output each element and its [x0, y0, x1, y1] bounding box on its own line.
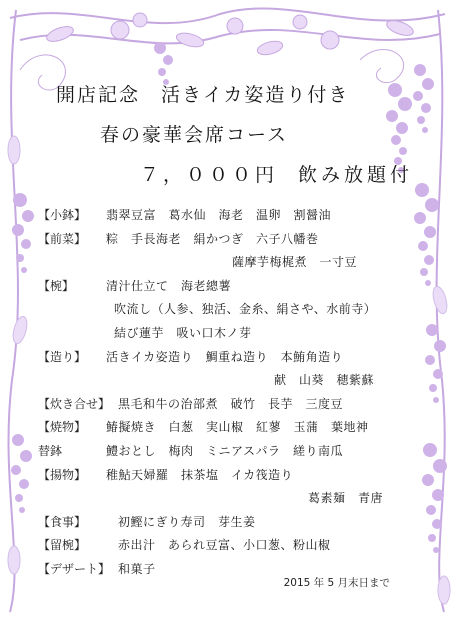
menu-items: 粽 手長海老 絹かつぎ 六子八幡巻 [106, 231, 319, 246]
menu-items: 翡翠豆富 葛水仙 海老 温卵 割醤油 [106, 208, 332, 222]
menu-items: 初鰹にぎり寿司 芽生姜 [118, 514, 256, 529]
menu-items: 黒毛和牛の治部煮 破竹 長芋 三度豆 [118, 396, 344, 411]
menu-category: 【留椀】 [38, 538, 87, 553]
menu-items: 葛素麺 青唐 [308, 491, 384, 506]
menu-row [38, 464, 418, 488]
menu-items: 清汁仕立て 海老總薯 [106, 278, 232, 293]
menu-items: 薩摩芋梅梶煮 一寸豆 [232, 255, 358, 270]
menu-category: 【揚物】 [38, 467, 87, 482]
menu-row [38, 322, 418, 346]
flower [293, 15, 307, 29]
left-vine [9, 10, 18, 612]
leaf [438, 576, 450, 604]
menu-row [38, 511, 418, 535]
headline-course: 春の豪華会席コース [100, 124, 289, 146]
menu-items: 結び蓮芋 吸い口木ノ芽 [114, 325, 252, 340]
menu-row [38, 440, 418, 464]
leaf [45, 24, 75, 45]
price: ７，０００円 [140, 164, 279, 186]
leaf [256, 39, 284, 57]
leaf [11, 315, 30, 345]
top-vine [10, 8, 445, 23]
menu-category: 【前菜】 [38, 231, 87, 246]
leaf [8, 136, 20, 164]
leaf [431, 285, 450, 315]
menu-items: 和菓子 [118, 561, 156, 576]
menu-items: 鰆擬焼き 白葱 実山椒 紅蓼 玉蒲 葉地神 [106, 420, 369, 435]
tendril-top-right [360, 50, 404, 83]
headline-price-line [140, 160, 413, 187]
valid-until-note: 2015 年 5 月末日まで [283, 577, 390, 589]
menu-category: 【炊き合せ】 [38, 396, 111, 411]
flower [133, 13, 147, 27]
drinks-included: 飲み放題付 [298, 164, 414, 186]
menu-category: 【造り】 [38, 349, 87, 364]
menu-row [38, 204, 418, 228]
flower [321, 31, 339, 49]
menu-category: 【焼物】 [38, 420, 87, 435]
menu-row [38, 393, 418, 417]
menu-row [38, 346, 418, 370]
menu-row [38, 416, 418, 440]
menu-items: 吹流し（人参、独活、金糸、絹さや、水前寺） [114, 302, 377, 317]
menu-category: 【椀】 [38, 278, 75, 293]
menu-row [38, 534, 418, 558]
menu-row [38, 369, 418, 393]
menu-items: 赤出汁 あられ豆富、小口葱、粉山椒 [118, 538, 331, 553]
leaf [175, 31, 205, 50]
menu-items: 献 山葵 穂紫蘇 [274, 373, 375, 388]
leaf [8, 546, 20, 574]
menu-row [38, 275, 418, 299]
menu-category: 替鉢 [38, 443, 63, 458]
menu-items: 鱧おとし 梅肉 ミニアスパラ 縒り南瓜 [106, 443, 344, 458]
wisteria-cluster-left-2 [11, 434, 32, 513]
menu-row [38, 228, 418, 252]
menu-row [38, 251, 418, 275]
flower [111, 21, 129, 39]
menu-items: 活きイカ姿造り 鯛重ね造り 本鮪角造り [106, 349, 344, 364]
wisteria-cluster-right-2 [413, 64, 434, 133]
wisteria-cluster-top [154, 42, 173, 85]
menu-row [38, 487, 418, 511]
menu-list [38, 204, 418, 582]
menu-category: 【食事】 [38, 514, 87, 529]
flower [227, 18, 243, 34]
menu-category: 【小鉢】 [38, 208, 87, 222]
menu-items: 稚鮎天婦羅 抹茶塩 イカ筏造り [106, 467, 294, 482]
menu-row [38, 298, 418, 322]
menu-category: 【デザート】 [38, 561, 111, 576]
headline-opening: 開店記念 活きイカ姿造り付き [56, 84, 350, 106]
wisteria-cluster-left-1 [12, 193, 34, 273]
